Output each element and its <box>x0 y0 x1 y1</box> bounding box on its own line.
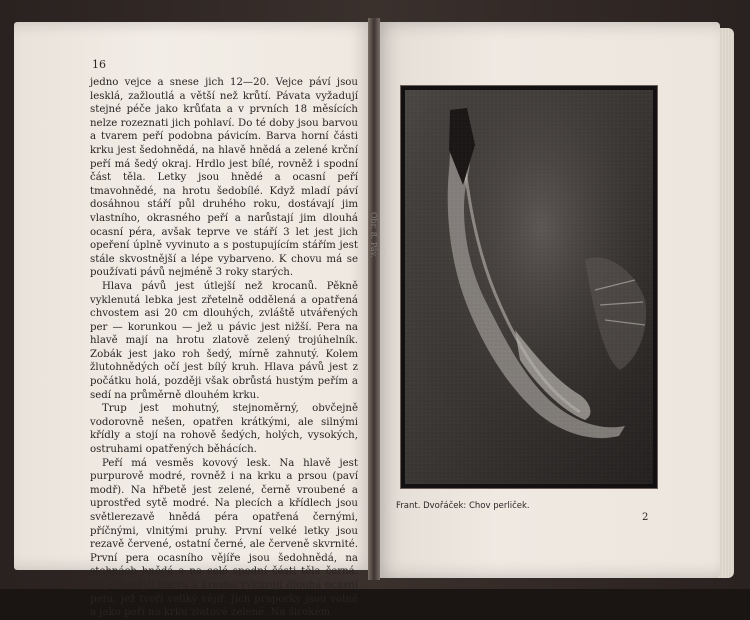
left-page-number: 16 <box>92 58 106 71</box>
margin-stamp: Obr. 8. Páv. <box>369 212 378 258</box>
paragraph: Hlava pávů jest útlejší než krocanů. Pěkně vyklenutá lebka jest zřetelně oddělená a opatřená chvostem asi 20 cm dlouhých, zvláště utvářených per — korunkou — jež u pávic jest nižší. Pera na hlavě mají na hrotu zlatově zelený trojúhelník. Zobák jest jako roh šedý, mírně zahnutý. Kolem žlutohnědých očí jest bílý kruh. Hlava pávů jest z počátku holá, později však obrůstá hustým peřím a sedí na průměrně dlouhém krku. <box>90 280 358 401</box>
figure-caption: Frant. Dvořáček: Chov perliček. <box>396 501 530 511</box>
paragraph: Peří má vesměs kovový lesk. Na hlavě jest purpurově modré, rovněž i na krku a prsou (paví modř). Na hřbetě jest zelené, černě vroubené a uprostřed sytě modré. Na plecích a křídlech jsou světlerezavě hnědá péra opatřená černými, příčnými, vlnitými pruhy. První velké letky jsou rezavě červené, ostatní černé, ale červeně skvrnité. První pera ocasního vějíře jsou šedohnědá, na stehnách hnědá a na celé spodní části těla černá. Nejkrásnější barvu a kresbu vykazují dlouhá ocasní pera, jež tvoří veliký vějíř. Jich praporky jsou volně a jako peří na krku zlatově zelené. Na širokém <box>90 457 358 619</box>
right-page-number: 2 <box>642 512 649 523</box>
body-text <box>90 76 358 620</box>
paragraph: jedno vejce a snese jich 12—20. Vejce páví jsou lesklá, zažloutlá a větší než krůtí. Pávata vyžadují stejné péče jako krůťata a v prvních 18 měsících nelze rozeznati jich pohlaví. Do té doby jsou barvou a tvarem peří podobna pávicím. Barva horní části krku jest šedohnědá, na hlavě hnědá a zelené krční peří má šedý okraj. Hrdlo jest bílé, rovněž i spodní část těla. Letky jsou hnědé a ocasní peří tmavohnědé, na hrotu šedobílé. Když mladí páví dosáhnou stáří půl druhého roku, dostávají jim vlastního, okrasného peří a narůstají jim dlouhá ocasní péra, avšak teprve ve stáří 3 let jest jich opeření úplně vyvinuto a s postupujícím stářím jest stále skvostnější a lépe vybarveno. K chovu má se používati pávů nejméně 3 roky starých. <box>90 77 358 279</box>
paragraph: Trup jest mohutný, stejnoměrný, obvčejně vodorovně nešen, opatřen krátkými, ale silnými křídly a stojí na rohově šedých, holých, vysokých, ostruhami opatřených běhácích. <box>90 403 358 456</box>
peacock-photo <box>405 90 653 484</box>
book-spine <box>368 18 380 580</box>
